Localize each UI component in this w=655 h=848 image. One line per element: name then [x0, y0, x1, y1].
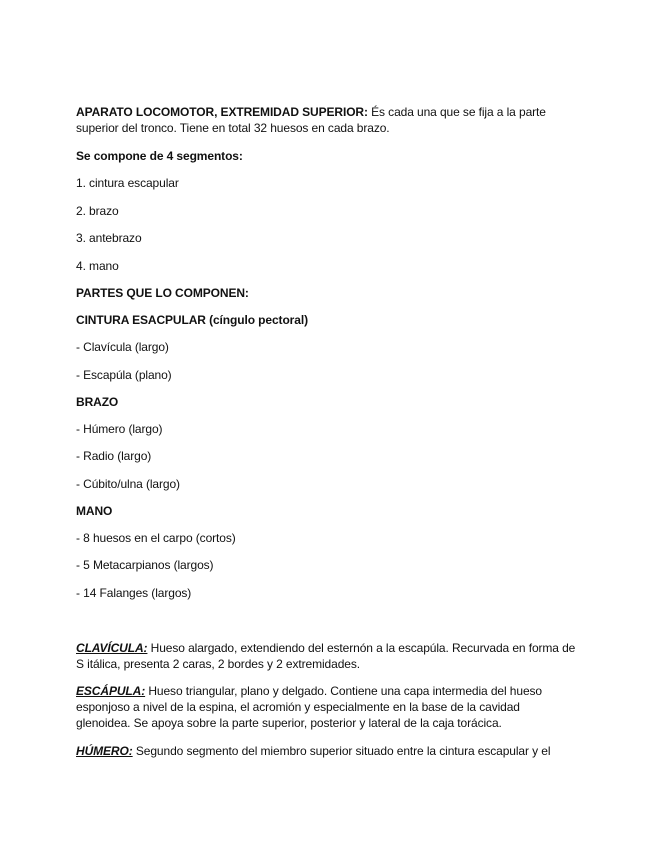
intro-text-line1: És cada una que se fija a la parte — [367, 105, 546, 119]
intro-heading: APARATO LOCOMOTOR, EXTREMIDAD SUPERIOR: — [76, 105, 368, 119]
clavicula-term: CLAVÍCULA: — [76, 641, 148, 655]
escapula-line2: esponjoso a nivel de la espina, el acromión y especialmente en la base de la cavidad — [76, 700, 520, 714]
mano-heading: MANO — [76, 504, 113, 518]
intro-text-line2: superior del tronco. Tiene en total 32 huesos en cada brazo. — [76, 121, 390, 135]
segment-item: 1. cintura escapular — [76, 176, 179, 190]
clavicula-line1: Hueso alargado, extendiendo del esternón a la escapúla. Recurvada en forma de — [147, 641, 576, 655]
cintura-item: - Escapúla (plano) — [76, 368, 172, 382]
brazo-item: - Cúbito/ulna (largo) — [76, 477, 180, 491]
brazo-item: - Radio (largo) — [76, 449, 152, 463]
clavicula-line2: S itálica, presenta 2 caras, 2 bordes y 2 extremidades. — [76, 657, 360, 671]
humero-line1: Segundo segmento del miembro superior situado entre la cintura escapular y el — [132, 744, 551, 758]
escapula-term: ESCÁPULA: — [76, 684, 146, 698]
escapula-paragraph — [76, 683, 581, 731]
escapula-line1: Hueso triangular, plano y delgado. Contiene una capa intermedia del hueso — [145, 684, 542, 698]
segment-item: 3. antebrazo — [76, 231, 142, 245]
mano-item: - 14 Falanges (largos) — [76, 586, 192, 600]
cintura-item: - Clavícula (largo) — [76, 340, 169, 354]
cintura-heading: CINTURA ESACPULAR (cíngulo pectoral) — [76, 313, 308, 327]
segment-item: 4. mano — [76, 259, 119, 273]
clavicula-paragraph — [76, 640, 581, 672]
brazo-item: - Húmero (largo) — [76, 422, 163, 436]
humero-paragraph — [76, 743, 581, 759]
parts-heading: PARTES QUE LO COMPONEN: — [76, 286, 249, 300]
escapula-line3: glenoidea. Se apoya sobre la parte superior, posterior y lateral de la caja torácica. — [76, 716, 502, 730]
segment-item: 2. brazo — [76, 204, 119, 218]
intro-paragraph — [76, 104, 581, 136]
humero-term: HÚMERO: — [76, 744, 133, 758]
segments-heading: Se compone de 4 segmentos: — [76, 149, 243, 163]
mano-item: - 8 huesos en el carpo (cortos) — [76, 531, 236, 545]
mano-item: - 5 Metacarpianos (largos) — [76, 558, 214, 572]
brazo-heading: BRAZO — [76, 395, 119, 409]
